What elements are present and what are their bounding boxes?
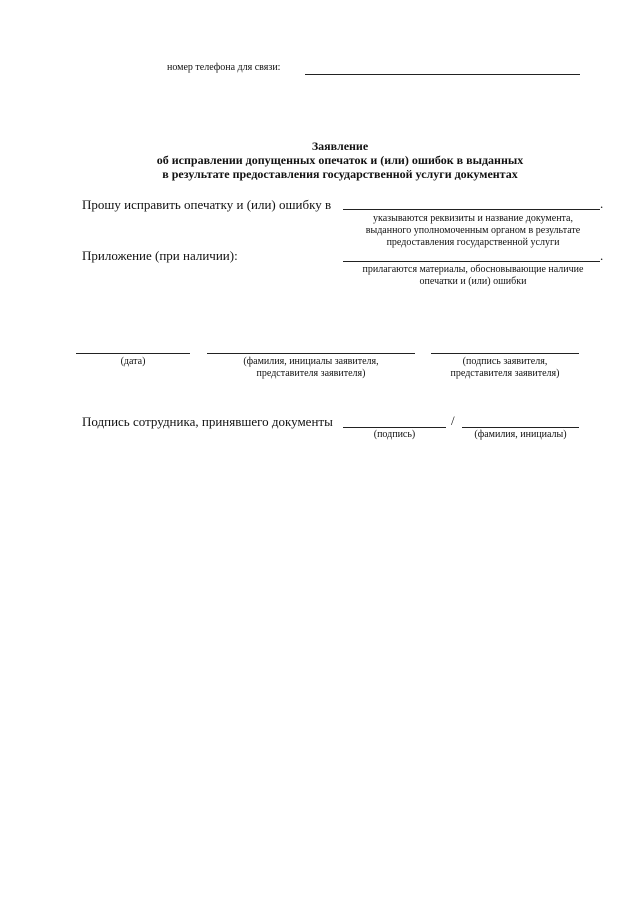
applicant-name-caption bbox=[207, 356, 415, 380]
title-line-3: в результате предоставления государственной услуги документах bbox=[162, 167, 518, 181]
applicant-signature-caption-line-2: представителя заявителя) bbox=[450, 368, 560, 379]
attachment-end-mark: . bbox=[600, 248, 604, 263]
applicant-signature-field-line[interactable] bbox=[431, 353, 579, 354]
attachment-label: Приложение (при наличии): bbox=[82, 248, 238, 263]
employee-signature-label: Подпись сотрудника, принявшего документы bbox=[82, 414, 333, 429]
applicant-signature-caption bbox=[421, 356, 589, 380]
employee-name-field-line[interactable] bbox=[462, 427, 579, 428]
title-line-2: об исправлении допущенных опечаток и (или) ошибок в выданных bbox=[156, 153, 524, 167]
attachment-field-line[interactable] bbox=[343, 261, 600, 262]
applicant-name-caption-line-2: представителя заявителя) bbox=[256, 368, 366, 379]
phone-label: номер телефона для связи: bbox=[167, 62, 281, 73]
request-end-mark: . bbox=[600, 196, 604, 211]
request-hint-line-3: предоставления государственной услуги bbox=[386, 237, 560, 248]
employee-signature-field-line[interactable] bbox=[343, 427, 446, 428]
request-label: Прошу исправить опечатку и (или) ошибку в bbox=[82, 197, 332, 212]
request-hint bbox=[343, 213, 603, 249]
attachment-hint-line-1: прилагаются материалы, обосновывающие наличие bbox=[362, 264, 584, 275]
date-caption: (дата) bbox=[120, 356, 146, 367]
employee-name-caption: (фамилия, инициалы) bbox=[474, 429, 567, 440]
employee-signature-caption: (подпись) bbox=[373, 429, 416, 440]
request-field-line[interactable] bbox=[343, 209, 600, 210]
date-field-line[interactable] bbox=[76, 353, 190, 354]
document-title bbox=[100, 139, 580, 181]
applicant-name-caption-line-1: (фамилия, инициалы заявителя, bbox=[243, 356, 379, 367]
applicant-signature-caption-line-1: (подпись заявителя, bbox=[462, 356, 548, 367]
title-line-1: Заявление bbox=[311, 139, 369, 153]
employee-separator: / bbox=[451, 413, 455, 428]
attachment-hint bbox=[343, 264, 603, 288]
phone-field-line[interactable] bbox=[305, 74, 580, 75]
applicant-name-field-line[interactable] bbox=[207, 353, 415, 354]
attachment-hint-line-2: опечатки и (или) ошибки bbox=[419, 276, 527, 287]
request-hint-line-1: указываются реквизиты и название документа, bbox=[373, 213, 573, 224]
request-hint-line-2: выданного уполномоченным органом в результате bbox=[365, 225, 581, 236]
